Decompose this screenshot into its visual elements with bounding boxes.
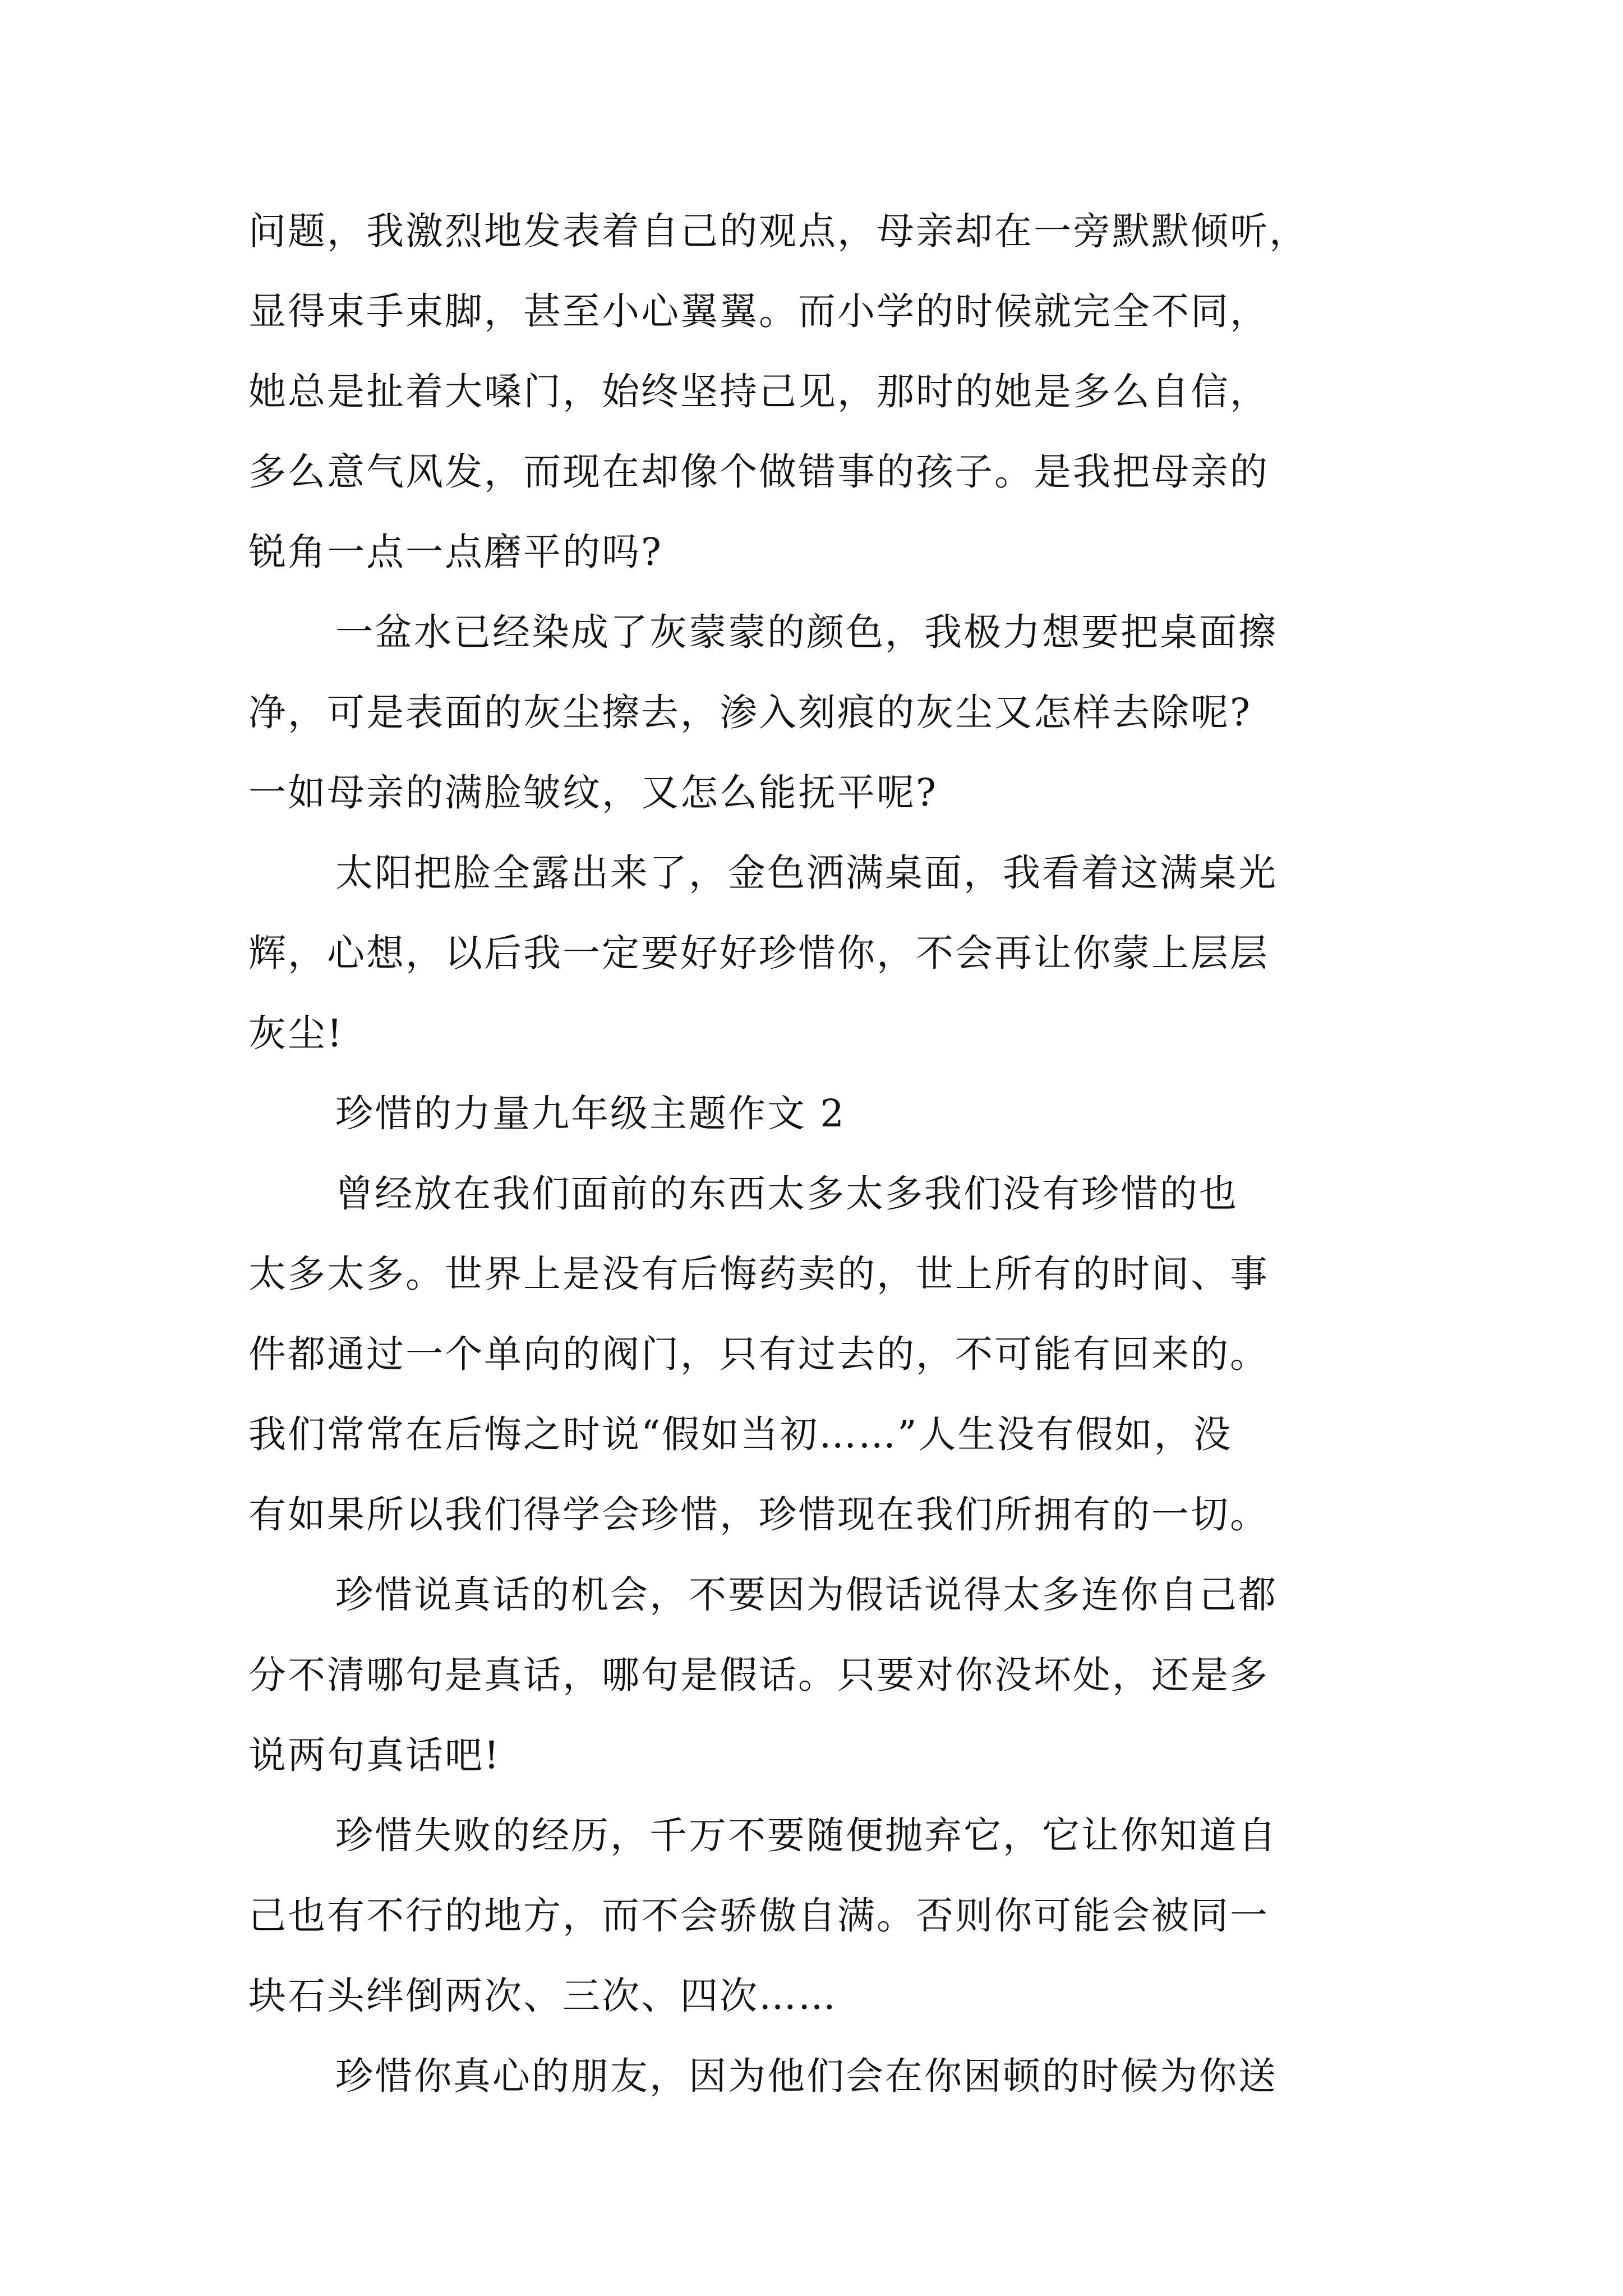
text-line: 分不清哪句是真话，哪句是假话。只要对你没坏处，还是多 xyxy=(248,1653,1269,1697)
text-line: 块石头绊倒两次、三次、四次…… xyxy=(248,1974,837,2018)
text-line: 多么意气风发，而现在却像个做错事的孩子。是我把母亲的 xyxy=(248,450,1269,494)
paragraph-first-line: 曾经放在我们面前的东西太多太多我们没有珍惜的也 xyxy=(335,1172,1238,1216)
text-line: 辉，心想，以后我一定要好好珍惜你，不会再让你蒙上层层 xyxy=(248,931,1269,975)
paragraph-first-line: 一盆水已经染成了灰蒙蒙的颜色，我极力想要把桌面擦 xyxy=(335,610,1278,654)
text-line: 有如果所以我们得学会珍惜，珍惜现在我们所拥有的一切。 xyxy=(248,1493,1269,1536)
text-line: 问题，我激烈地发表着自己的观点，母亲却在一旁默默倾听， xyxy=(248,209,1308,253)
text-line: 我们常常在后悔之时说“假如当初……”人生没有假如，没 xyxy=(248,1412,1233,1456)
text-line: 她总是扯着大嗓门，始终坚持己见，那时的她是多么自信， xyxy=(248,370,1269,413)
text-line: 件都通过一个单向的阀门，只有过去的，不可能有回来的。 xyxy=(248,1332,1269,1376)
text-line: 净，可是表面的灰尘擦去，渗入刻痕的灰尘又怎样去除呢? xyxy=(248,691,1252,734)
text-line: 说两句真话吧! xyxy=(248,1733,501,1777)
paragraph-first-line: 珍惜失败的经历，千万不要随便抛弃它，它让你知道自 xyxy=(335,1814,1278,1857)
text-line: 己也有不行的地方，而不会骄傲自满。否则你可能会被同一 xyxy=(248,1894,1269,1938)
paragraph-first-line: 珍惜你真心的朋友，因为他们会在你困顿的时候为你送 xyxy=(335,2054,1278,2098)
body-text xyxy=(248,201,1404,2106)
text-line: 一如母亲的满脸皱纹，又怎么能抚平呢? xyxy=(248,771,938,815)
paragraph-first-line: 珍惜说真话的机会，不要因为假话说得太多连你自己都 xyxy=(335,1573,1278,1617)
text-line: 太多太多。世界上是没有后悔药卖的，世上所有的时间、事 xyxy=(248,1252,1269,1296)
text-line: 灰尘! xyxy=(248,1011,344,1055)
text-line: 锐角一点一点磨平的吗? xyxy=(248,530,663,574)
paragraph-first-line: 太阳把脸全露出来了，金色洒满桌面，我看着这满桌光 xyxy=(335,851,1278,895)
text-line: 显得束手束脚，甚至小心翼翼。而小学的时候就完全不同， xyxy=(248,289,1269,333)
essay-heading: 珍惜的力量九年级主题作文 2 xyxy=(335,1092,846,1135)
